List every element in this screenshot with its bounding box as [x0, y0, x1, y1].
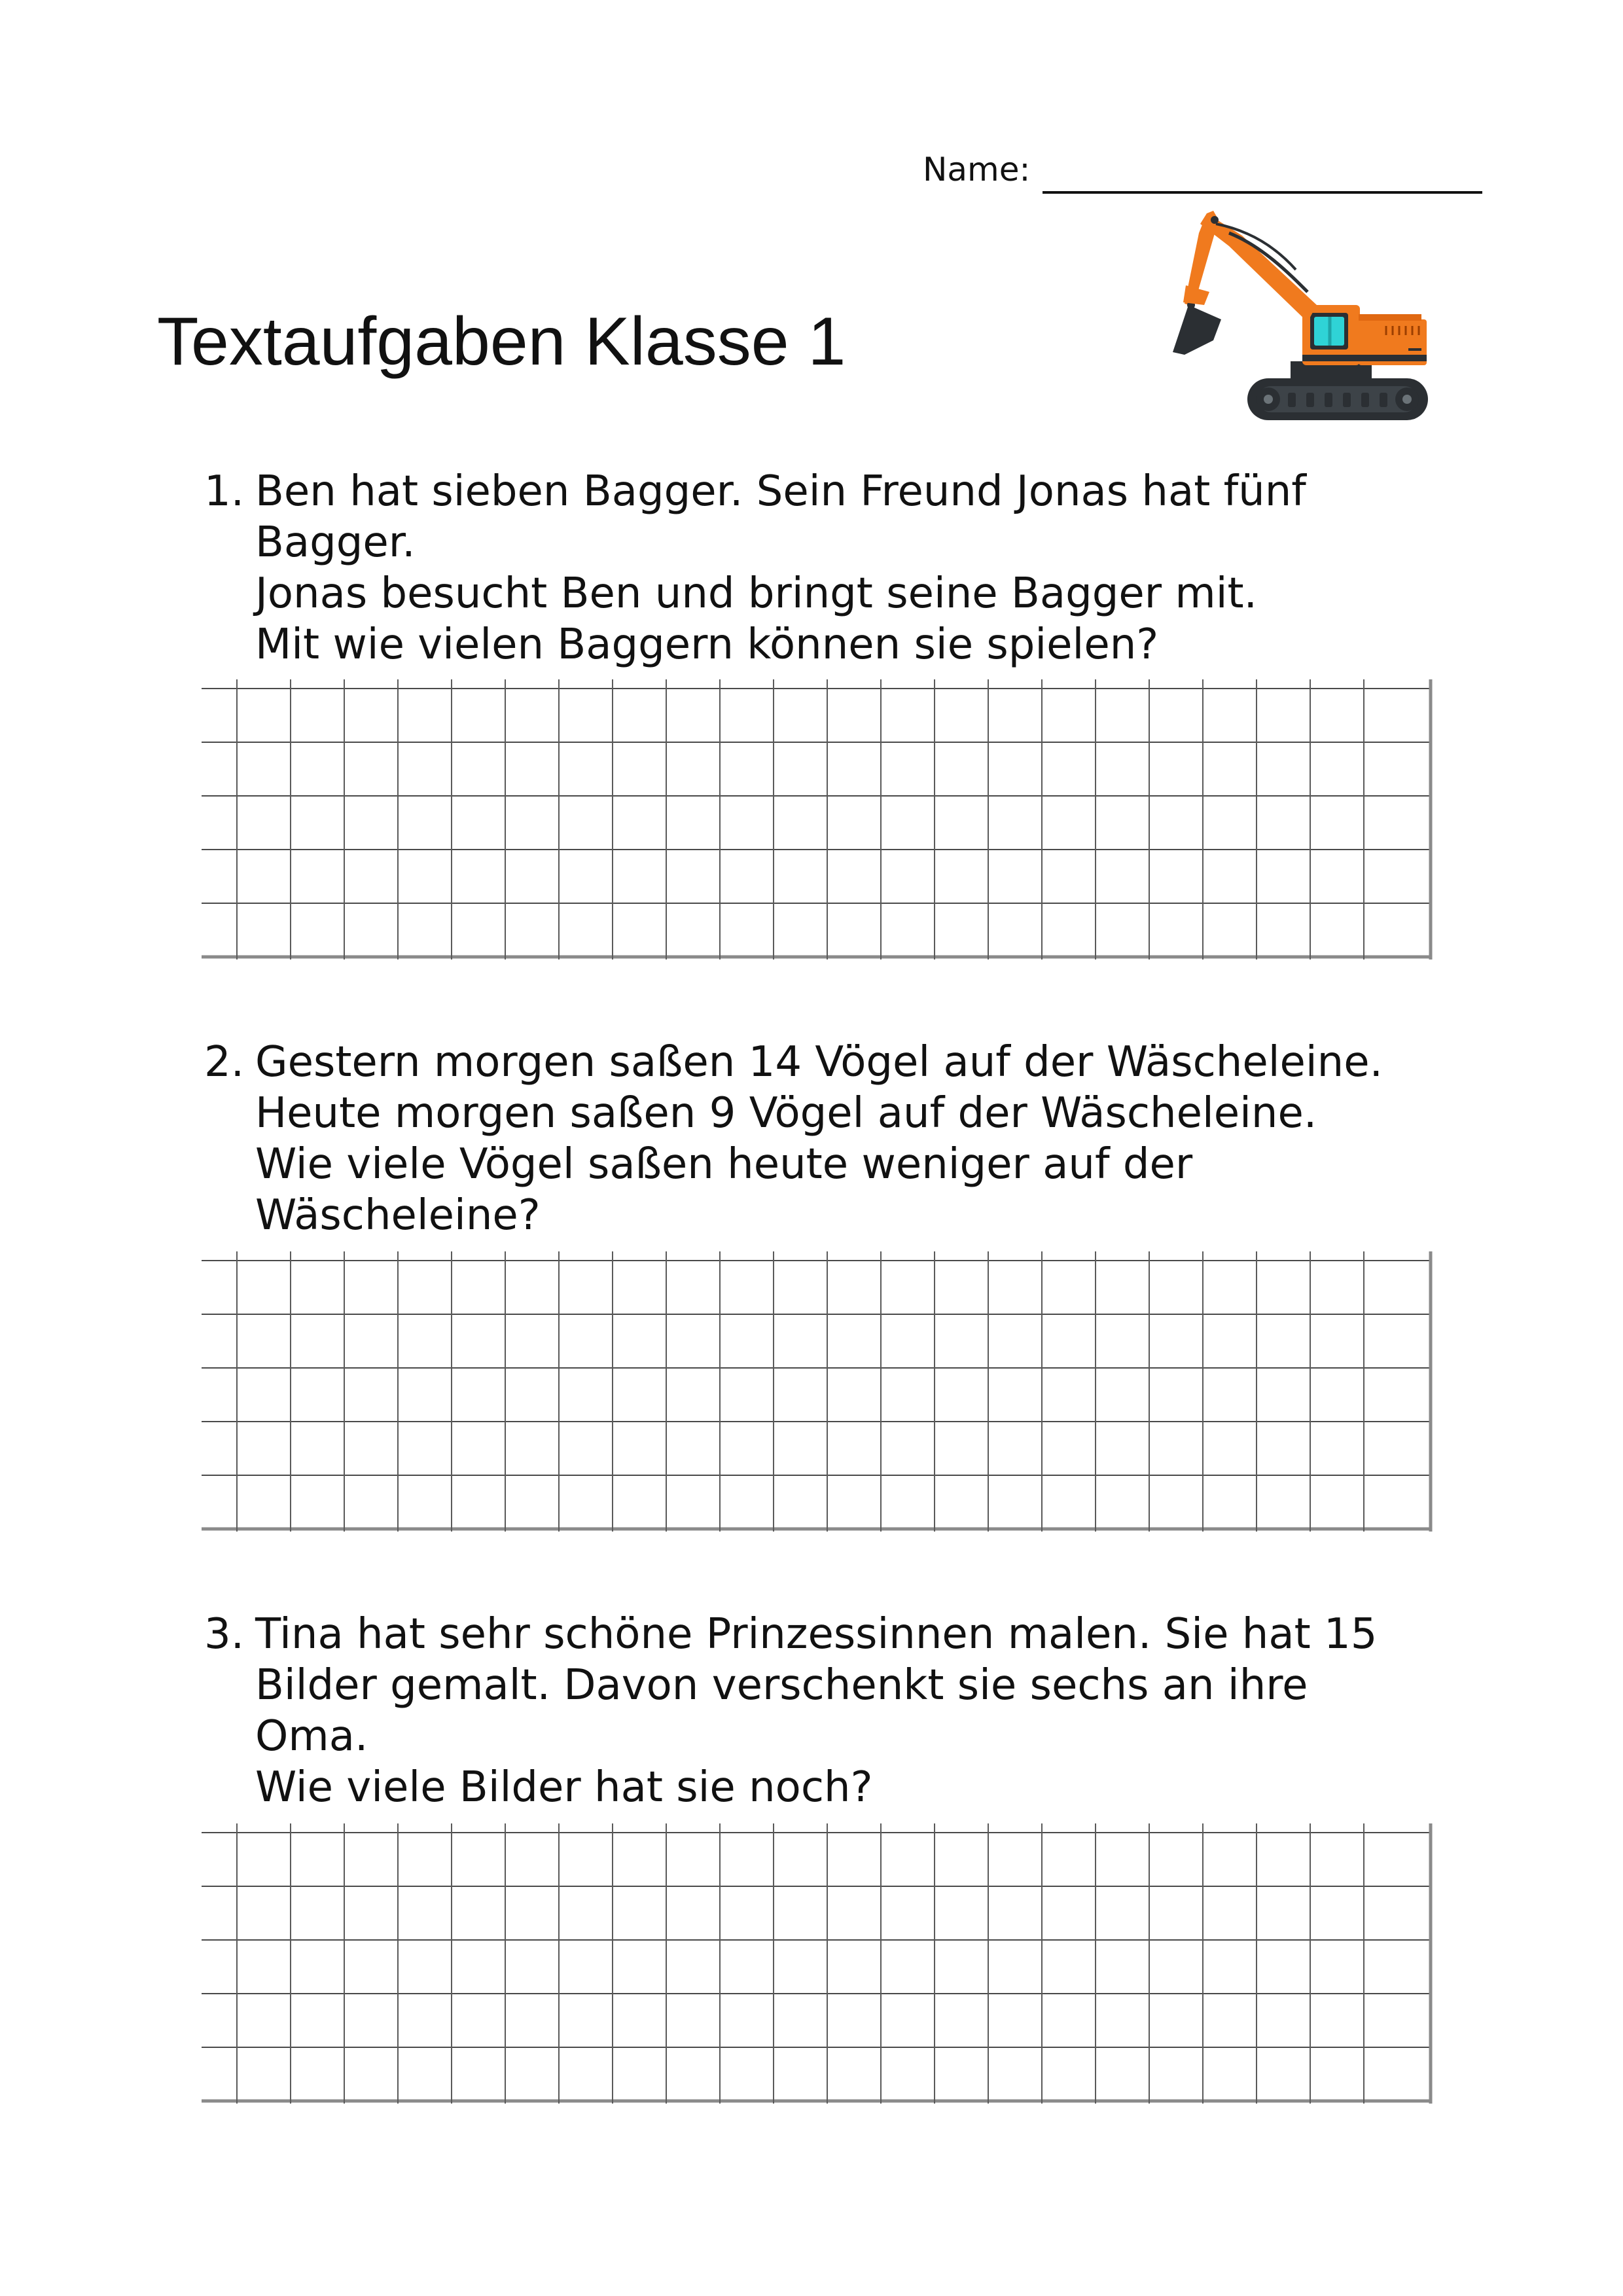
task-line: Tina hat sehr schöne Prinzessinnen malen. Sie hat 15 — [255, 1610, 1378, 1659]
name-write-line — [1043, 191, 1482, 194]
answer-grid-3[interactable] — [202, 1823, 1433, 2106]
task-line: Wäscheleine? — [255, 1191, 541, 1240]
excavator-arm — [1183, 211, 1317, 322]
task-line: Bilder gemalt. Davon verschenkt sie sechs an ihre — [255, 1661, 1308, 1710]
task-line: Oma. — [255, 1712, 368, 1761]
task-number: 3. — [204, 1610, 245, 1659]
task-line: Wie viele Vögel saßen heute weniger auf der — [255, 1140, 1193, 1189]
task-line: Jonas besucht Ben und bringt seine Bagger mit. — [255, 569, 1257, 618]
task-line: Bagger. — [255, 518, 416, 567]
task-text — [255, 1609, 1446, 1813]
grid-lines — [202, 1823, 1433, 2106]
task-line: Wie viele Bilder hat sie noch? — [255, 1763, 873, 1812]
name-field-label — [923, 151, 1030, 188]
task-number: 1. — [204, 467, 245, 516]
name-label: Name: — [923, 151, 1031, 188]
task-line: Ben hat sieben Bagger. Sein Freund Jonas hat fünf — [255, 467, 1306, 516]
task-line: Heute morgen saßen 9 Vögel auf der Wäscheleine. — [255, 1089, 1317, 1138]
task-line: Mit wie vielen Baggern können sie spielen? — [255, 620, 1159, 669]
grid-lines — [202, 679, 1433, 962]
excavator-icon — [1150, 207, 1438, 429]
task-line: Gestern morgen saßen 14 Vögel auf der Wäscheleine. — [255, 1038, 1383, 1086]
excavator-tracks — [1247, 378, 1428, 420]
task-number: 2. — [204, 1038, 245, 1086]
task-text — [255, 466, 1446, 670]
task-text — [255, 1037, 1446, 1241]
answer-grid-1[interactable] — [202, 679, 1433, 962]
excavator-body — [1302, 305, 1427, 365]
excavator-bucket — [1173, 305, 1221, 355]
answer-grid-2[interactable] — [202, 1251, 1433, 1534]
page-title: Textaufgaben Klasse 1 — [157, 304, 846, 380]
grid-lines — [202, 1251, 1433, 1534]
